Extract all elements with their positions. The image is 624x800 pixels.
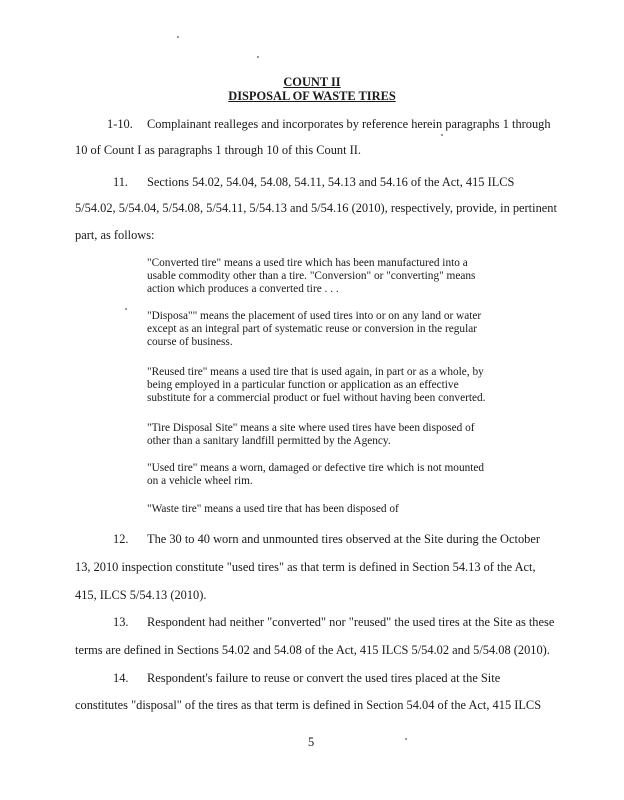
paragraph-text: 415, ILCS 5/54.13 (2010).: [75, 588, 207, 602]
count-heading: COUNT II: [283, 75, 341, 89]
page-number: 5: [308, 735, 315, 749]
paragraph-text: Sections 54.02, 54.04, 54.08, 54.11, 54.13 and 54.16 of the Act, 415 ILCS: [147, 175, 515, 189]
quote-converted-tire: usable commodity other than a tire. "Conversion" or "converting" means: [147, 270, 476, 282]
section-title: DISPOSAL OF WASTE TIRES: [228, 89, 396, 103]
paragraph-text: The 30 to 40 worn and unmounted tires observed at the Site during the October: [147, 532, 540, 546]
quote-tire-disposal-site: "Tire Disposal Site" means a site where used tires have been disposed of: [147, 422, 475, 434]
scan-speck: [405, 738, 407, 740]
scan-speck: [177, 36, 179, 38]
quote-disposal: course of business.: [147, 336, 233, 348]
scan-speck: [441, 134, 443, 136]
quote-waste-tire: "Waste tire" means a used tire that has been disposed of: [147, 503, 399, 515]
paragraph-text: terms are defined in Sections 54.02 and 54.08 of the Act, 415 ILCS 5/54.02 and 5/54.08 (2010).: [75, 643, 550, 657]
paragraph-text: Complainant realleges and incorporates by reference herein paragraphs 1 through: [147, 117, 551, 131]
paragraph-number: 11.: [113, 175, 129, 189]
paragraph-number: 12.: [113, 532, 129, 546]
quote-converted-tire: action which produces a converted tire . . .: [147, 283, 339, 295]
paragraph-number: 1-10.: [107, 117, 133, 131]
quote-reused-tire: being employed in a particular function or application as an effective: [147, 379, 459, 391]
quote-tire-disposal-site: other than a sanitary landfill permitted by the Agency.: [147, 435, 391, 447]
paragraph-number: 13.: [113, 615, 129, 629]
quote-used-tire: on a vehicle wheel rim.: [147, 475, 253, 487]
paragraph-text: Respondent had neither "converted" nor "reused" the used tires at the Site as these: [147, 615, 555, 629]
scan-speck: [125, 308, 127, 310]
quote-converted-tire: "Converted tire" means a used tire which has been manufactured into a: [147, 257, 468, 269]
paragraph-text: 10 of Count I as paragraphs 1 through 10 of this Count II.: [75, 143, 361, 157]
paragraph-text: Respondent's failure to reuse or convert the used tires placed at the Site: [147, 671, 501, 685]
quote-used-tire: "Used tire" means a worn, damaged or defective tire which is not mounted: [147, 462, 485, 474]
quote-disposal: "Disposa"" means the placement of used tires into or on any land or water: [147, 310, 482, 322]
quote-reused-tire: substitute for a commercial product or fuel without having been converted.: [147, 392, 486, 404]
paragraph-text: constitutes "disposal" of the tires as that term is defined in Section 54.04 of the Act, 415 ILCS: [75, 698, 542, 712]
paragraph-text: 5/54.02, 5/54.04, 5/54.08, 5/54.11, 5/54.13 and 5/54.16 (2010), respectively, provide, in pertinent: [75, 201, 557, 215]
quote-disposal: except as an integral part of systematic reuse or conversion in the regular: [147, 323, 477, 335]
paragraph-number: 14.: [113, 671, 129, 685]
paragraph-text: 13, 2010 inspection constitute "used tires" as that term is defined in Section 54.13 of the Act,: [75, 560, 536, 574]
scan-speck: [257, 56, 259, 58]
paragraph-text: part, as follows:: [75, 228, 155, 242]
quote-reused-tire: "Reused tire" means a used tire that is used again, in part or as a whole, by: [147, 366, 484, 378]
